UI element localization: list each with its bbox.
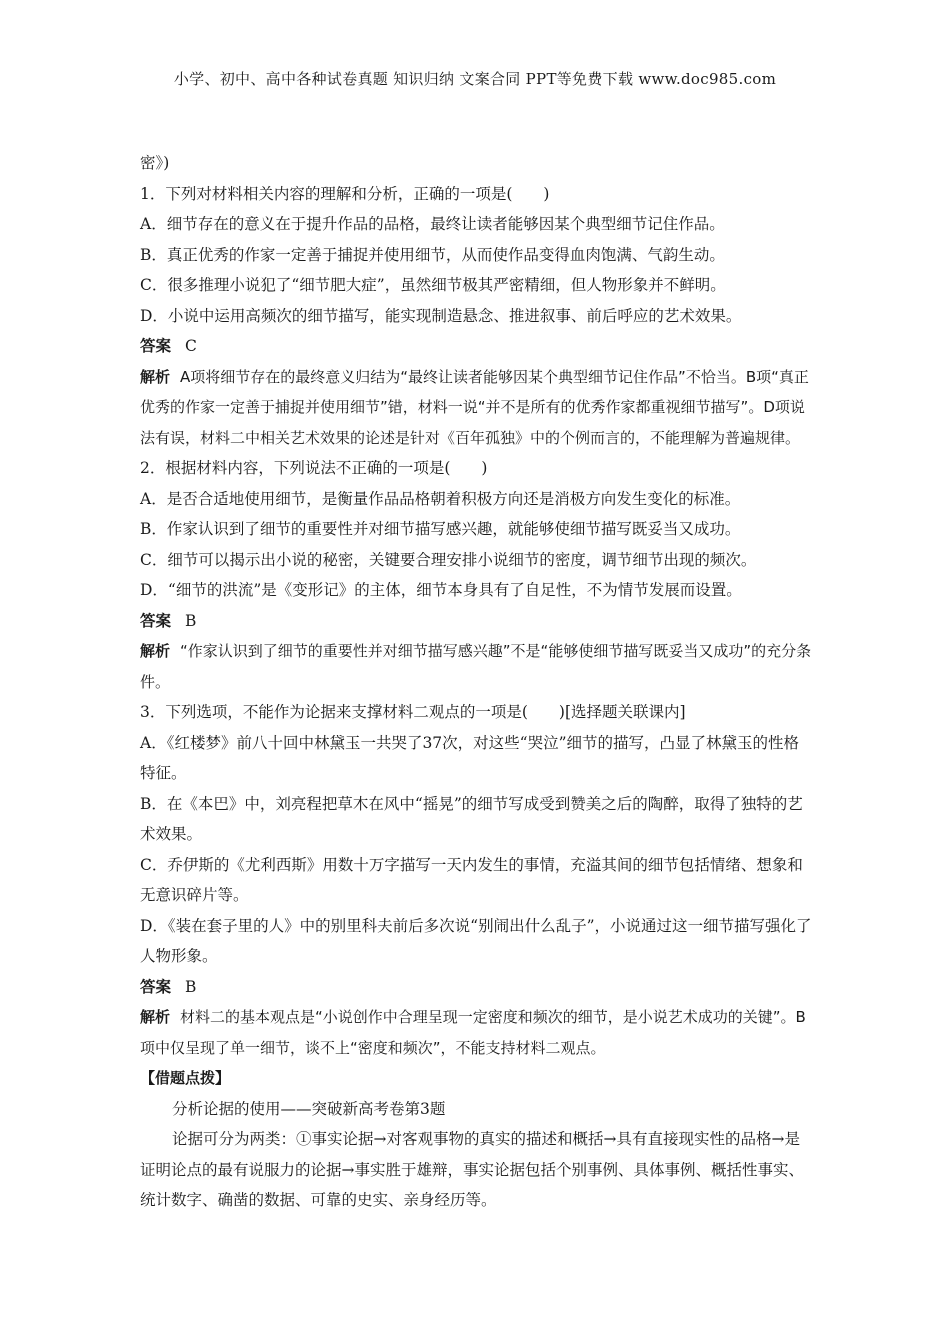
question-2: 2．根据材料内容，下列说法不正确的一项是( ) bbox=[140, 459, 488, 477]
analysis-label: 解析 bbox=[140, 1008, 171, 1026]
analysis-label: 解析 bbox=[140, 367, 171, 386]
page-header: 小学、初中、高中各种试卷真题 知识归纳 文案合同 PPT等免费下载 www.doc985.com bbox=[173, 70, 777, 88]
question-2-option-c: C．细节可以揭示出小说的秘密，关键要合理安排小说细节的密度，调节细节出现的频次。 bbox=[140, 550, 757, 569]
analysis-1 bbox=[140, 362, 812, 454]
analysis-3 bbox=[140, 1002, 812, 1063]
question-1-option-c: C．很多推理小说犯了“细节肥大症”，虽然细节极其严密精细，但人物形象并不鲜明。 bbox=[140, 276, 726, 294]
document-body bbox=[140, 148, 812, 1216]
answer-label: 答案 bbox=[140, 976, 172, 996]
continuation-text: 密》) bbox=[140, 154, 170, 172]
analysis-2-text: “作家认识到了细节的重要性并对细节描写感兴趣”不是“能够使细节描写既妥当又成功”的充分条件。 bbox=[140, 642, 812, 691]
analysis-2 bbox=[140, 636, 812, 697]
answer-2-value: B bbox=[185, 611, 197, 630]
question-3-option-c: C．乔伊斯的《尤利西斯》用数十万字描写一天内发生的事情，充溢其间的细节包括情绪、想象和无意识碎片等。 bbox=[140, 855, 803, 904]
answer-1-value: C bbox=[185, 337, 197, 355]
question-3-option-a: A．《红楼梦》前八十回中林黛玉一共哭了37次，对这些“哭泣”细节的描写，凸显了林黛玉的性格特征。 bbox=[140, 733, 800, 782]
answer-2 bbox=[140, 606, 812, 637]
answer-label: 答案 bbox=[140, 336, 172, 355]
answer-3-value: B bbox=[185, 977, 197, 996]
question-3-option-d: D．《装在套子里的人》中的别里科夫前后多次说“别闹出什么乱子”，小说通过这一细节描写强化了人物形象。 bbox=[140, 916, 812, 965]
question-3-option-b: B．在《本巴》中，刘亮程把草木在风中“摇晃”的细节写成受到赞美之后的陶醉，取得了独特的艺术效果。 bbox=[140, 794, 803, 843]
question-2-option-b: B．作家认识到了细节的重要性并对细节描写感兴趣，就能够使细节描写既妥当又成功。 bbox=[140, 520, 741, 538]
question-1-option-b: B．真正优秀的作家一定善于捕捉并使用细节，从而使作品变得血肉饱满、气韵生动。 bbox=[140, 245, 725, 264]
question-3: 3．下列选项，不能作为论据来支撑材料二观点的一项是( )[选择题关联课内] bbox=[140, 703, 686, 721]
hint-body: 论据可分为两类：①事实论据→对客观事物的真实的描述和概括→具有直接现实性的品格→是证明论点的最有说服力的论据→事实胜于雄辩，事实论据包括个别事例、具体事例、概括性事实、统计数字、确凿的数据、可靠的史实、亲身经历等。 bbox=[140, 1130, 804, 1209]
question-1-option-d: D．小说中运用高频次的细节描写，能实现制造悬念、推进叙事、前后呼应的艺术效果。 bbox=[140, 306, 742, 325]
question-2-option-a: A．是否合适地使用细节，是衡量作品品格朝着积极方向还是消极方向发生变化的标准。 bbox=[140, 489, 741, 508]
hint-subtitle: 分析论据的使用——突破新高考卷第3题 bbox=[172, 1099, 446, 1118]
analysis-3-text: 材料二的基本观点是“小说创作中合理呈现一定密度和频次的细节，是小说艺术成功的关键”。B项中仅呈现了单一细节，谈不上“密度和频次”，不能支持材料二观点。 bbox=[140, 1008, 806, 1057]
answer-1 bbox=[140, 331, 812, 362]
answer-label: 答案 bbox=[140, 610, 172, 630]
answer-3 bbox=[140, 972, 812, 1003]
question-1-option-a: A．细节存在的意义在于提升作品的品格，最终让读者能够因某个典型细节记住作品。 bbox=[140, 215, 725, 233]
analysis-label: 解析 bbox=[140, 642, 171, 660]
question-2-option-d: D．“细节的洪流”是《变形记》的主体，细节本身具有了自足性，不为情节发展而设置。 bbox=[140, 581, 742, 599]
hint-title: 【借题点拨】 bbox=[140, 1069, 231, 1087]
question-1: 1．下列对材料相关内容的理解和分析，正确的一项是( ) bbox=[140, 184, 550, 203]
analysis-1-text: A项将细节存在的最终意义归结为“最终让读者能够因某个典型细节记住作品”不恰当。B项“真正优秀的作家一定善于捕捉并使用细节”错，材料一说“并不是所有的优秀作家都重视细节描写”。D项说法有误，材料二中相关艺术效果的论述是针对《百年孤独》中的个例而言的，不能理解为普遍规律。 bbox=[140, 367, 809, 447]
